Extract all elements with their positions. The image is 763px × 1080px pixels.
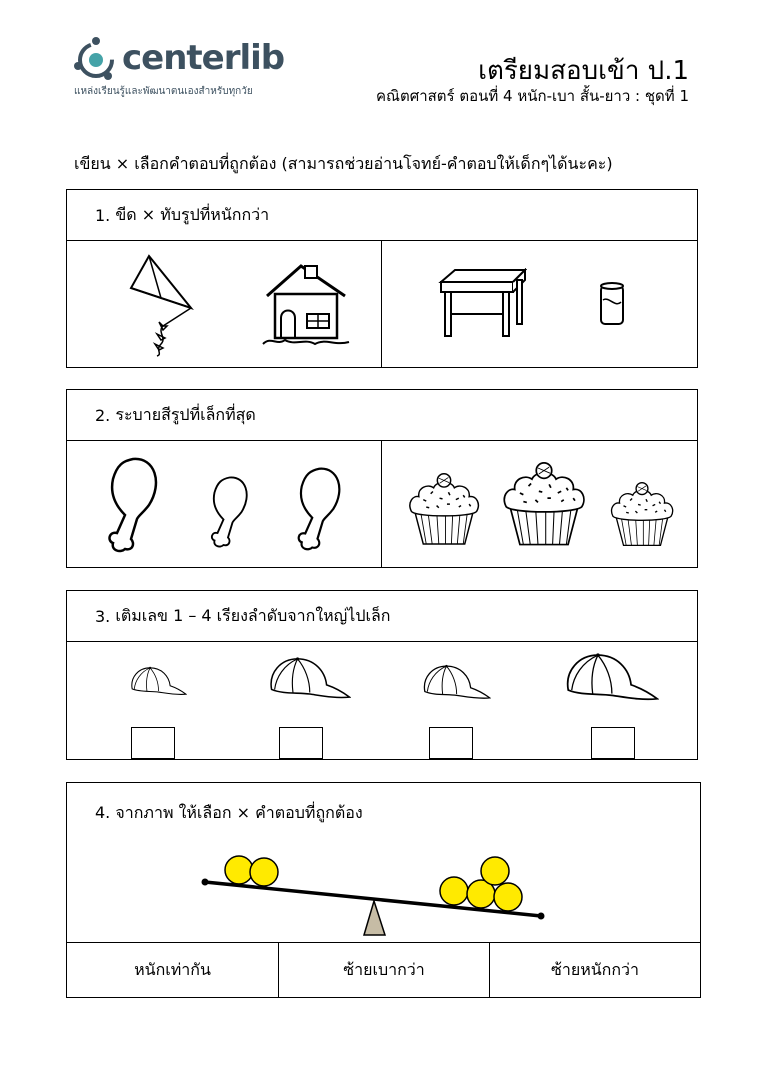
ball-right [440,877,468,905]
answer-box-2[interactable] [279,727,323,759]
drumstick-small[interactable] [207,473,255,551]
soda-can-picture[interactable] [597,280,627,328]
cap-large [267,653,351,703]
question-2-number: 2. [95,405,111,425]
question-2-text: ระบายสีรูปที่เล็กที่สุด [115,404,256,424]
choice-left-lighter[interactable]: ซ้ายเบากว่า [343,959,425,979]
ball-left [225,856,253,884]
question-3-header [67,591,697,642]
balls-right [440,857,522,911]
logo-text: centerlib [122,38,285,78]
cap-largest [563,649,659,705]
cupcake-small[interactable] [609,473,675,557]
balls-left [225,856,278,886]
question-1-text: ขีด × ทับรูปที่หนักกว่า [115,204,270,224]
desk-picture[interactable] [437,268,527,338]
answer-box-3[interactable] [429,727,473,759]
seesaw-picture [197,853,557,941]
ball-left [250,858,278,886]
question-3-text: เติมเลข 1 – 4 เรียงลำดับจากใหญ่ไปเล็ก [115,605,391,625]
choice-left-heavier[interactable]: ซ้ายหนักกว่า [550,959,640,979]
page-title: เตรียมสอบเข้า ป.1 [478,56,689,86]
question-3-number: 3. [95,606,111,626]
question-1-number: 1. [95,205,111,225]
question-4-header [95,801,363,826]
ball-right [481,857,509,885]
drumstick-large[interactable] [103,453,167,557]
question-2 [66,389,698,568]
logo-icon [72,36,122,82]
question-2-header [67,390,697,441]
cupcake-large[interactable] [501,453,587,557]
house-picture[interactable] [261,262,351,348]
choices-row [67,942,700,997]
question-4-text: จากภาพ ให้เลือก × คำตอบที่ถูกต้อง [115,803,363,822]
page-subtitle: คณิตศาสตร์ ตอนที่ 4 หนัก-เบา สั้น-ยาว : ชุดที่ 1 [376,87,689,105]
instruction-text: เขียน × เลือกคำตอบที่ถูกต้อง (สามารถช่วยอ่านโจทย์-คำตอบให้เด็กๆได้นะคะ) [74,154,613,173]
cupcake-medium[interactable] [407,463,481,557]
logo-tagline: แหล่งเรียนรู้และพัฒนาตนเองสำหรับทุกวัย [74,86,253,97]
question-4-number: 4. [95,803,111,822]
answer-box-1[interactable] [131,727,175,759]
question-3 [66,590,698,760]
ball-right [494,883,522,911]
drumstick-medium[interactable] [293,463,349,555]
answer-box-4[interactable] [591,727,635,759]
choice-equal[interactable]: หนักเท่ากัน [134,959,211,979]
kite-picture[interactable] [127,252,197,358]
question-1-header [67,190,697,241]
cap-medium [421,661,491,703]
question-4 [66,782,701,998]
cap-small [129,663,187,699]
question-1 [66,189,698,368]
